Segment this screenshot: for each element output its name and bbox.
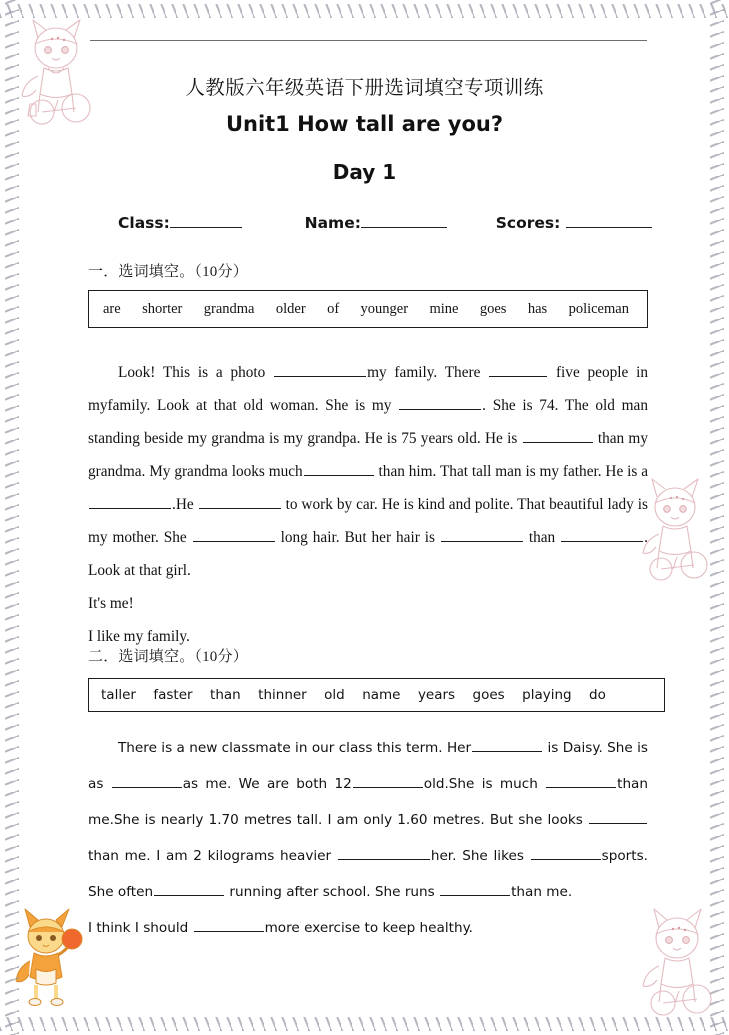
- answer-blank[interactable]: [154, 895, 224, 896]
- answer-blank[interactable]: [89, 508, 171, 509]
- passage-tail-line: I like my family.: [88, 628, 190, 645]
- word-bank-item[interactable]: has: [527, 300, 548, 317]
- answer-blank[interactable]: [274, 376, 366, 377]
- name-label: Name:: [304, 214, 361, 232]
- class-field[interactable]: [118, 214, 242, 232]
- word-bank-item[interactable]: years: [417, 687, 456, 703]
- fox-girl-bicycle-midright-icon: [635, 468, 715, 586]
- word-bank-item[interactable]: taller: [101, 687, 136, 703]
- fox-girl-bicycle-bottomright-icon: [635, 897, 719, 1021]
- word-bank-item[interactable]: than: [210, 687, 241, 703]
- answer-blank[interactable]: [194, 931, 264, 932]
- fox-girl-ball-bottomleft-icon: [12, 901, 84, 1013]
- passage-tail-line: I think I should more exercise to keep healthy.: [88, 920, 474, 936]
- word-bank-item[interactable]: thinner: [258, 687, 307, 703]
- student-info-row: [118, 214, 652, 232]
- word-bank-item[interactable]: old: [324, 687, 345, 703]
- name-blank[interactable]: [361, 227, 447, 228]
- header-rule: [90, 40, 647, 41]
- answer-blank[interactable]: [112, 787, 182, 788]
- class-blank[interactable]: [170, 227, 242, 228]
- answer-blank[interactable]: [199, 508, 281, 509]
- word-bank-item[interactable]: do: [589, 687, 606, 703]
- answer-blank[interactable]: [489, 376, 547, 377]
- word-bank-item[interactable]: goes: [479, 300, 507, 317]
- word-bank-item[interactable]: shorter: [142, 300, 183, 317]
- fox-girl-bicycle-topleft-icon: [14, 8, 98, 130]
- answer-blank[interactable]: [193, 541, 275, 542]
- word-bank-item[interactable]: older: [275, 300, 306, 317]
- answer-blank[interactable]: [589, 823, 647, 824]
- scores-blank[interactable]: [566, 227, 652, 228]
- page-title-chinese: 人教版六年级英语下册选词填空专项训练: [185, 76, 544, 99]
- scores-field[interactable]: [496, 214, 653, 232]
- section-1-heading: 一．选词填空。（10分）: [88, 264, 248, 280]
- answer-blank[interactable]: [546, 787, 616, 788]
- section-1-word-bank: [88, 290, 648, 328]
- answer-blank[interactable]: [399, 409, 481, 410]
- answer-blank[interactable]: [472, 751, 542, 752]
- section-2-heading: 二．选词填空。（10分）: [88, 649, 248, 665]
- answer-blank[interactable]: [561, 541, 643, 542]
- answer-blank[interactable]: [523, 442, 593, 443]
- passage-2-body: There is a new classmate in our class this term. Her is Daisy. She is as as me. We are both 12 old.She is much than me.She is nearly 1.70 metres tall. I am only 1.60 metres. But she looks than me. I am 2 kilograms heavier her. She likes sports. She often running after school. She runs than me.: [88, 740, 649, 900]
- section-1-passage: [88, 356, 648, 653]
- word-bank-item[interactable]: goes: [472, 687, 505, 703]
- word-bank-item[interactable]: mine: [429, 300, 459, 317]
- word-bank-list: [103, 301, 633, 318]
- answer-blank[interactable]: [440, 895, 510, 896]
- name-field[interactable]: [305, 214, 447, 232]
- passage-1-tail: [88, 587, 648, 653]
- class-label: Class:: [118, 214, 170, 232]
- word-bank-item[interactable]: name: [362, 687, 401, 703]
- passage-2-tail: [88, 910, 648, 946]
- answer-blank[interactable]: [353, 787, 423, 788]
- passage-1-body: Look! This is a photo my family. There five people in myfamily. Look at that old woman. She is my . She is 74. The old man standing beside my grandma is my grandpa. He is 75 years old. He is than my grandma. My grandma looks much than him. That tall man is my father. He is a .He to work by car. He is kind and polite. That beautiful lady is my mother. She long hair. But her hair is than . Look at that girl.: [88, 364, 648, 579]
- section-2-passage: [88, 730, 648, 946]
- answer-blank[interactable]: [531, 859, 601, 860]
- page-title-day: Day 1: [332, 160, 397, 184]
- scores-label: Scores:: [495, 214, 561, 232]
- word-bank-item[interactable]: of: [327, 300, 340, 317]
- page-title-unit: Unit1 How tall are you?: [225, 112, 504, 136]
- section-2-word-bank: [88, 678, 665, 712]
- word-bank-item[interactable]: faster: [153, 687, 193, 703]
- word-bank-item[interactable]: younger: [360, 300, 409, 317]
- word-bank-item[interactable]: playing: [522, 687, 572, 703]
- word-bank-item[interactable]: grandma: [203, 300, 255, 317]
- word-bank-list: [101, 687, 652, 703]
- answer-blank[interactable]: [338, 859, 430, 860]
- passage-tail-line: It's me!: [88, 595, 134, 612]
- answer-blank[interactable]: [304, 475, 374, 476]
- word-bank-item[interactable]: policeman: [568, 300, 629, 317]
- word-bank-item[interactable]: are: [103, 300, 121, 317]
- answer-blank[interactable]: [441, 541, 523, 542]
